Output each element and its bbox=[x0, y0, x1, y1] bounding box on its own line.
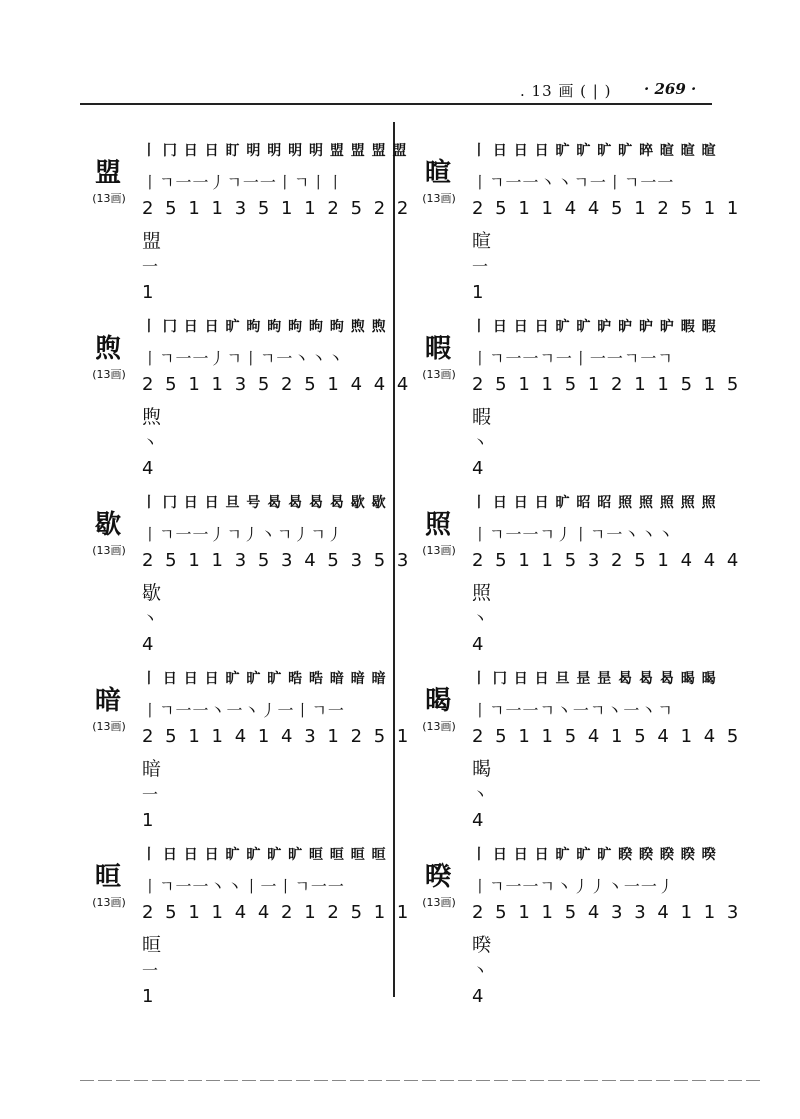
stroke-codes: 2 5 1 1 4 4 2 1 2 5 1 1 bbox=[142, 902, 412, 923]
continuation-char: 歇 bbox=[142, 582, 162, 604]
entry-ye bbox=[410, 668, 790, 838]
headword: 暍 bbox=[424, 686, 451, 716]
stroke-shapes: 丨ㄱ一一丶一丶丿一丨ㄱ一 bbox=[142, 701, 345, 720]
continuation-code: 4 bbox=[472, 986, 484, 1007]
headword: 暇 bbox=[424, 334, 451, 364]
continuation-code: 1 bbox=[472, 282, 484, 303]
stroke-shapes: 丨ㄱ一一丿ㄱ丨ㄱ一丶丶丶 bbox=[142, 349, 345, 368]
continuation-stroke: 一 bbox=[472, 257, 489, 276]
continuation-code: 4 bbox=[472, 634, 484, 655]
section-title: . 13 画 ( | ) bbox=[520, 82, 612, 100]
stroke-shapes: 丨ㄱ一一ㄱ丿丨ㄱ一丶丶丶 bbox=[472, 525, 675, 544]
stroke-progression: 丨 日 日 日 旷 旷 旷 旷 晬 暄 暄 暄 bbox=[472, 143, 717, 159]
continuation-code: 4 bbox=[142, 634, 154, 655]
entry-an bbox=[80, 668, 460, 838]
entry-kui bbox=[410, 844, 790, 1014]
header-rule bbox=[80, 103, 712, 105]
stroke-codes: 2 5 1 1 5 1 2 1 1 5 1 5 bbox=[472, 374, 742, 395]
stroke-count-note: (13画) bbox=[422, 544, 456, 557]
continuation-stroke: 丶 bbox=[472, 961, 489, 980]
continuation-stroke: 丶 bbox=[472, 609, 489, 628]
stroke-shapes: 丨ㄱ一一ㄱ一丨一一ㄱ一ㄱ bbox=[472, 349, 674, 368]
continuation-code: 4 bbox=[472, 458, 484, 479]
stroke-shapes: 丨ㄱ一一丿ㄱ丿丶ㄱ丿ㄱ丿 bbox=[142, 525, 344, 544]
headword: 晅 bbox=[94, 862, 121, 892]
stroke-progression: 丨 冂 日 日 旷 昫 昫 昫 昫 昫 煦 煦 bbox=[142, 319, 387, 335]
stroke-count-note: (13画) bbox=[92, 720, 126, 733]
stroke-count-note: (13画) bbox=[92, 192, 126, 205]
bottom-rule bbox=[80, 1080, 760, 1081]
stroke-count-note: (13画) bbox=[92, 544, 126, 557]
page-header bbox=[0, 0, 800, 110]
continuation-code: 1 bbox=[142, 810, 154, 831]
stroke-progression: 丨 日 日 日 旷 旷 旷 晧 晧 暗 暗 暗 bbox=[142, 671, 387, 687]
stroke-count-note: (13画) bbox=[422, 192, 456, 205]
continuation-char: 暇 bbox=[472, 406, 492, 428]
continuation-char: 暌 bbox=[472, 934, 492, 956]
continuation-code: 1 bbox=[142, 282, 154, 303]
headword: 歇 bbox=[94, 510, 121, 540]
headword: 盟 bbox=[94, 158, 121, 188]
headword: 暄 bbox=[424, 158, 451, 188]
stroke-progression: 丨 日 日 日 旷 旷 旷 睽 睽 睽 睽 暌 bbox=[472, 847, 717, 863]
continuation-stroke: 丶 bbox=[142, 609, 159, 628]
stroke-count-note: (13画) bbox=[422, 368, 456, 381]
stroke-progression: 丨 冂 日 日 旦 昰 昰 曷 曷 曷 暍 暍 bbox=[472, 671, 717, 687]
stroke-codes: 2 5 1 1 4 1 4 3 1 2 5 1 bbox=[142, 726, 412, 747]
continuation-char: 暗 bbox=[142, 758, 162, 780]
continuation-stroke: 一 bbox=[142, 257, 159, 276]
continuation-stroke: 丶 bbox=[472, 433, 489, 452]
stroke-codes: 2 5 1 1 5 4 3 3 4 1 1 3 bbox=[472, 902, 742, 923]
continuation-char: 暍 bbox=[472, 758, 492, 780]
entry-xia bbox=[410, 316, 790, 486]
continuation-char: 照 bbox=[472, 582, 492, 604]
entry-zhao bbox=[410, 492, 790, 662]
continuation-stroke: 一 bbox=[142, 785, 159, 804]
stroke-shapes: 丨ㄱ一一丶丶ㄱ一丨ㄱ一一 bbox=[472, 173, 675, 192]
continuation-char: 暄 bbox=[472, 230, 492, 252]
stroke-shapes: 丨ㄱ一一ㄱ丶丿丿丶一一丿 bbox=[472, 877, 675, 896]
headword: 照 bbox=[424, 510, 451, 540]
continuation-code: 4 bbox=[472, 810, 484, 831]
stroke-shapes: 丨ㄱ一一ㄱ丶一ㄱ丶一丶ㄱ bbox=[472, 701, 674, 720]
headword: 暌 bbox=[424, 862, 451, 892]
headword: 暗 bbox=[94, 686, 121, 716]
stroke-codes: 2 5 1 1 5 3 2 5 1 4 4 4 bbox=[472, 550, 742, 571]
stroke-count-note: (13画) bbox=[92, 368, 126, 381]
entry-xie bbox=[80, 492, 460, 662]
stroke-codes: 2 5 1 1 4 4 5 1 2 5 1 1 bbox=[472, 198, 742, 219]
stroke-progression: 丨 日 日 日 旷 旷 昈 昈 昈 昈 暇 暇 bbox=[472, 319, 717, 335]
stroke-count-note: (13画) bbox=[92, 896, 126, 909]
stroke-count-note: (13画) bbox=[422, 720, 456, 733]
stroke-codes: 2 5 1 1 5 4 1 5 4 1 4 5 bbox=[472, 726, 742, 747]
stroke-count-note: (13画) bbox=[422, 896, 456, 909]
entry-meng bbox=[80, 140, 460, 310]
stroke-progression: 丨 日 日 日 旷 旷 旷 旷 晅 晅 晅 晅 bbox=[142, 847, 387, 863]
continuation-code: 1 bbox=[142, 986, 154, 1007]
continuation-code: 4 bbox=[142, 458, 154, 479]
continuation-char: 盟 bbox=[142, 230, 162, 252]
stroke-shapes: 丨ㄱ一一丶丶丨一丨ㄱ一一 bbox=[142, 877, 345, 896]
continuation-stroke: 丶 bbox=[142, 433, 159, 452]
stroke-progression: 丨 日 日 日 旷 昭 昭 照 照 照 照 照 bbox=[472, 495, 717, 511]
stroke-progression: 丨 冂 日 日 盯 明 明 明 明 盟 盟 盟 盟 bbox=[142, 143, 408, 159]
continuation-char: 晅 bbox=[142, 934, 162, 956]
stroke-shapes: 丨ㄱ一一丿ㄱ一一丨ㄱ丨丨 bbox=[142, 173, 345, 192]
continuation-stroke: 丶 bbox=[472, 785, 489, 804]
stroke-codes: 2 5 1 1 3 5 1 1 2 5 2 2 bbox=[142, 198, 412, 219]
stroke-progression: 丨 冂 日 日 旦 号 曷 曷 曷 曷 歇 歇 bbox=[142, 495, 387, 511]
page-number: · 269 · bbox=[644, 80, 697, 98]
headword: 煦 bbox=[94, 334, 121, 364]
entry-xuan bbox=[80, 844, 460, 1014]
stroke-codes: 2 5 1 1 3 5 3 4 5 3 5 3 bbox=[142, 550, 412, 571]
entry-xu bbox=[80, 316, 460, 486]
stroke-codes: 2 5 1 1 3 5 2 5 1 4 4 4 bbox=[142, 374, 412, 395]
entry-xuan-2 bbox=[410, 140, 790, 310]
continuation-stroke: 一 bbox=[142, 961, 159, 980]
continuation-char: 煦 bbox=[142, 406, 162, 428]
